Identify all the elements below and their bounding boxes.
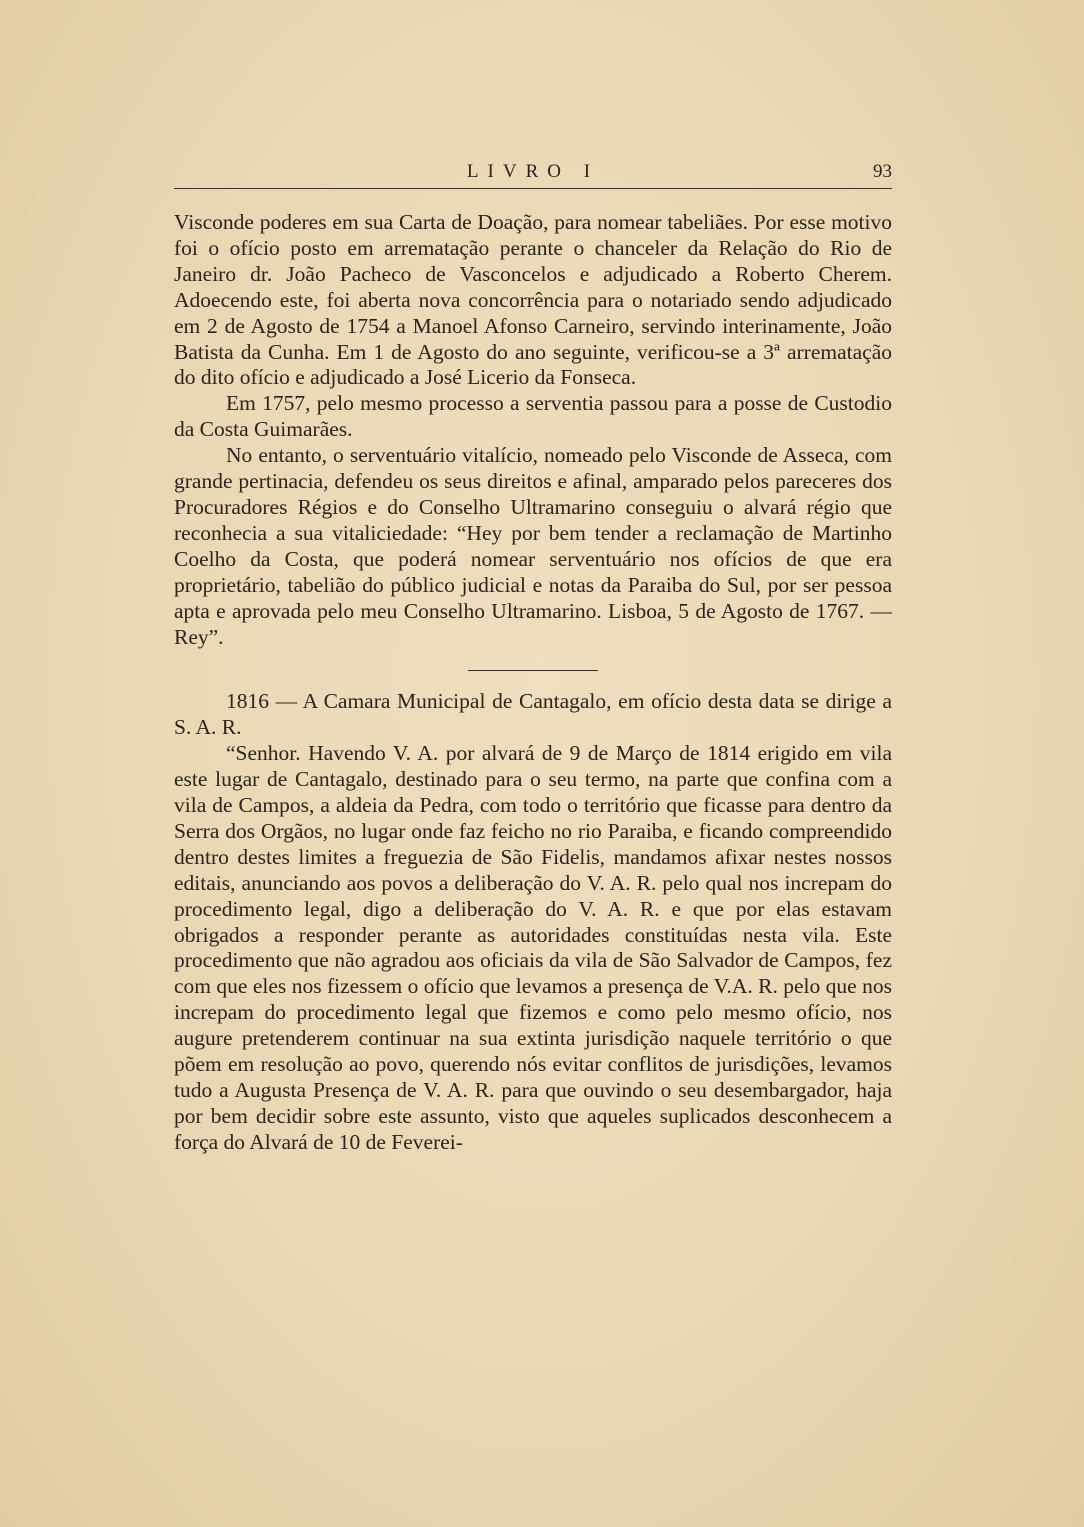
running-head: LIVRO I	[466, 161, 600, 182]
page-number: 93	[873, 161, 892, 182]
page-header	[174, 160, 892, 189]
section-divider	[468, 670, 598, 671]
paragraph: “Senhor. Havendo V. A. por alvará de 9 de Março de 1814 erigido em vila este lugar de Cantagalo, destinado para o seu termo, na parte que confina com a vila de Campos, a aldeia da Pedra, com todo o território que ficasse para dentro da Serra dos Orgãos, no lugar onde faz feicho no rio Paraiba, e ficando compreendido dentro destes limites a freguezia de São Fidelis, mandamos afixar nestes nossos editais, anunciando aos povos a deliberação do V. A. R. pelo qual nos increpam do procedimento legal, digo a deliberação do V. A. R. e que por elas estavam obrigados a responder perante as autoridades constituídas nesta vila. Este procedimento que não agradou aos oficiais da vila de São Salvador de Campos, fez com que eles nos fizessem o ofício que levamos a presença de V.A. R. pelo que nos increpam do procedimento legal que fizemos e como pelo mesmo ofício, nos augure pretenderem continuar na sua extinta jurisdição naquele território o que põem em resolução ao povo, querendo nós evitar conflitos de jurisdições, levamos tudo a Augusta Presença de V. A. R. para que ouvindo o seu desembargador, haja por bem decidir sobre este assunto, visto que aqueles suplicados desconhecem a força do Alvará de 10 de Feverei-	[174, 741, 892, 1154]
paragraph: 1816 — A Camara Municipal de Cantagalo, em ofício desta data se dirige a S. A. R.	[174, 689, 892, 740]
paragraph: Em 1757, pelo mesmo processo a serventia passou para a posse de Custodio da Costa Guimarães.	[174, 391, 892, 442]
body-text	[174, 210, 892, 1156]
paragraph: Visconde poderes em sua Carta de Doação, para nomear tabeliães. Por esse motivo foi o ofício posto em arrematação perante o chanceler da Relação do Rio de Janeiro dr. João Pacheco de Vasconcelos e adjudicado a Roberto Cherem. Adoecendo este, foi aberta nova concorrência para o notariado sendo adjudicado em 2 de Agosto de 1754 a Manoel Afonso Carneiro, servindo interinamente, João Batista da Cunha. Em 1 de Agosto do ano seguinte, verificou-se a 3ª arrematação do dito ofício e adjudicado a José Licerio da Fonseca.	[174, 210, 892, 390]
paragraph: No entanto, o serventuário vitalício, nomeado pelo Visconde de Asseca, com grande pertinacia, defendeu os seus direitos e afinal, amparado pelos pareceres dos Procuradores Régios e do Conselho Ultramarino conseguiu o alvará régio que reconhecia a sua vitaliciedade: “Hey por bem tender a reclamação de Martinho Coelho da Costa, que poderá nomear serventuário nos ofícios de que era proprietário, tabelião do público judicial e notas da Paraiba do Sul, por ser pessoa apta e aprovada pelo meu Conselho Ultramarino. Lisboa, 5 de Agosto de 1767. — Rey”.	[174, 443, 892, 649]
